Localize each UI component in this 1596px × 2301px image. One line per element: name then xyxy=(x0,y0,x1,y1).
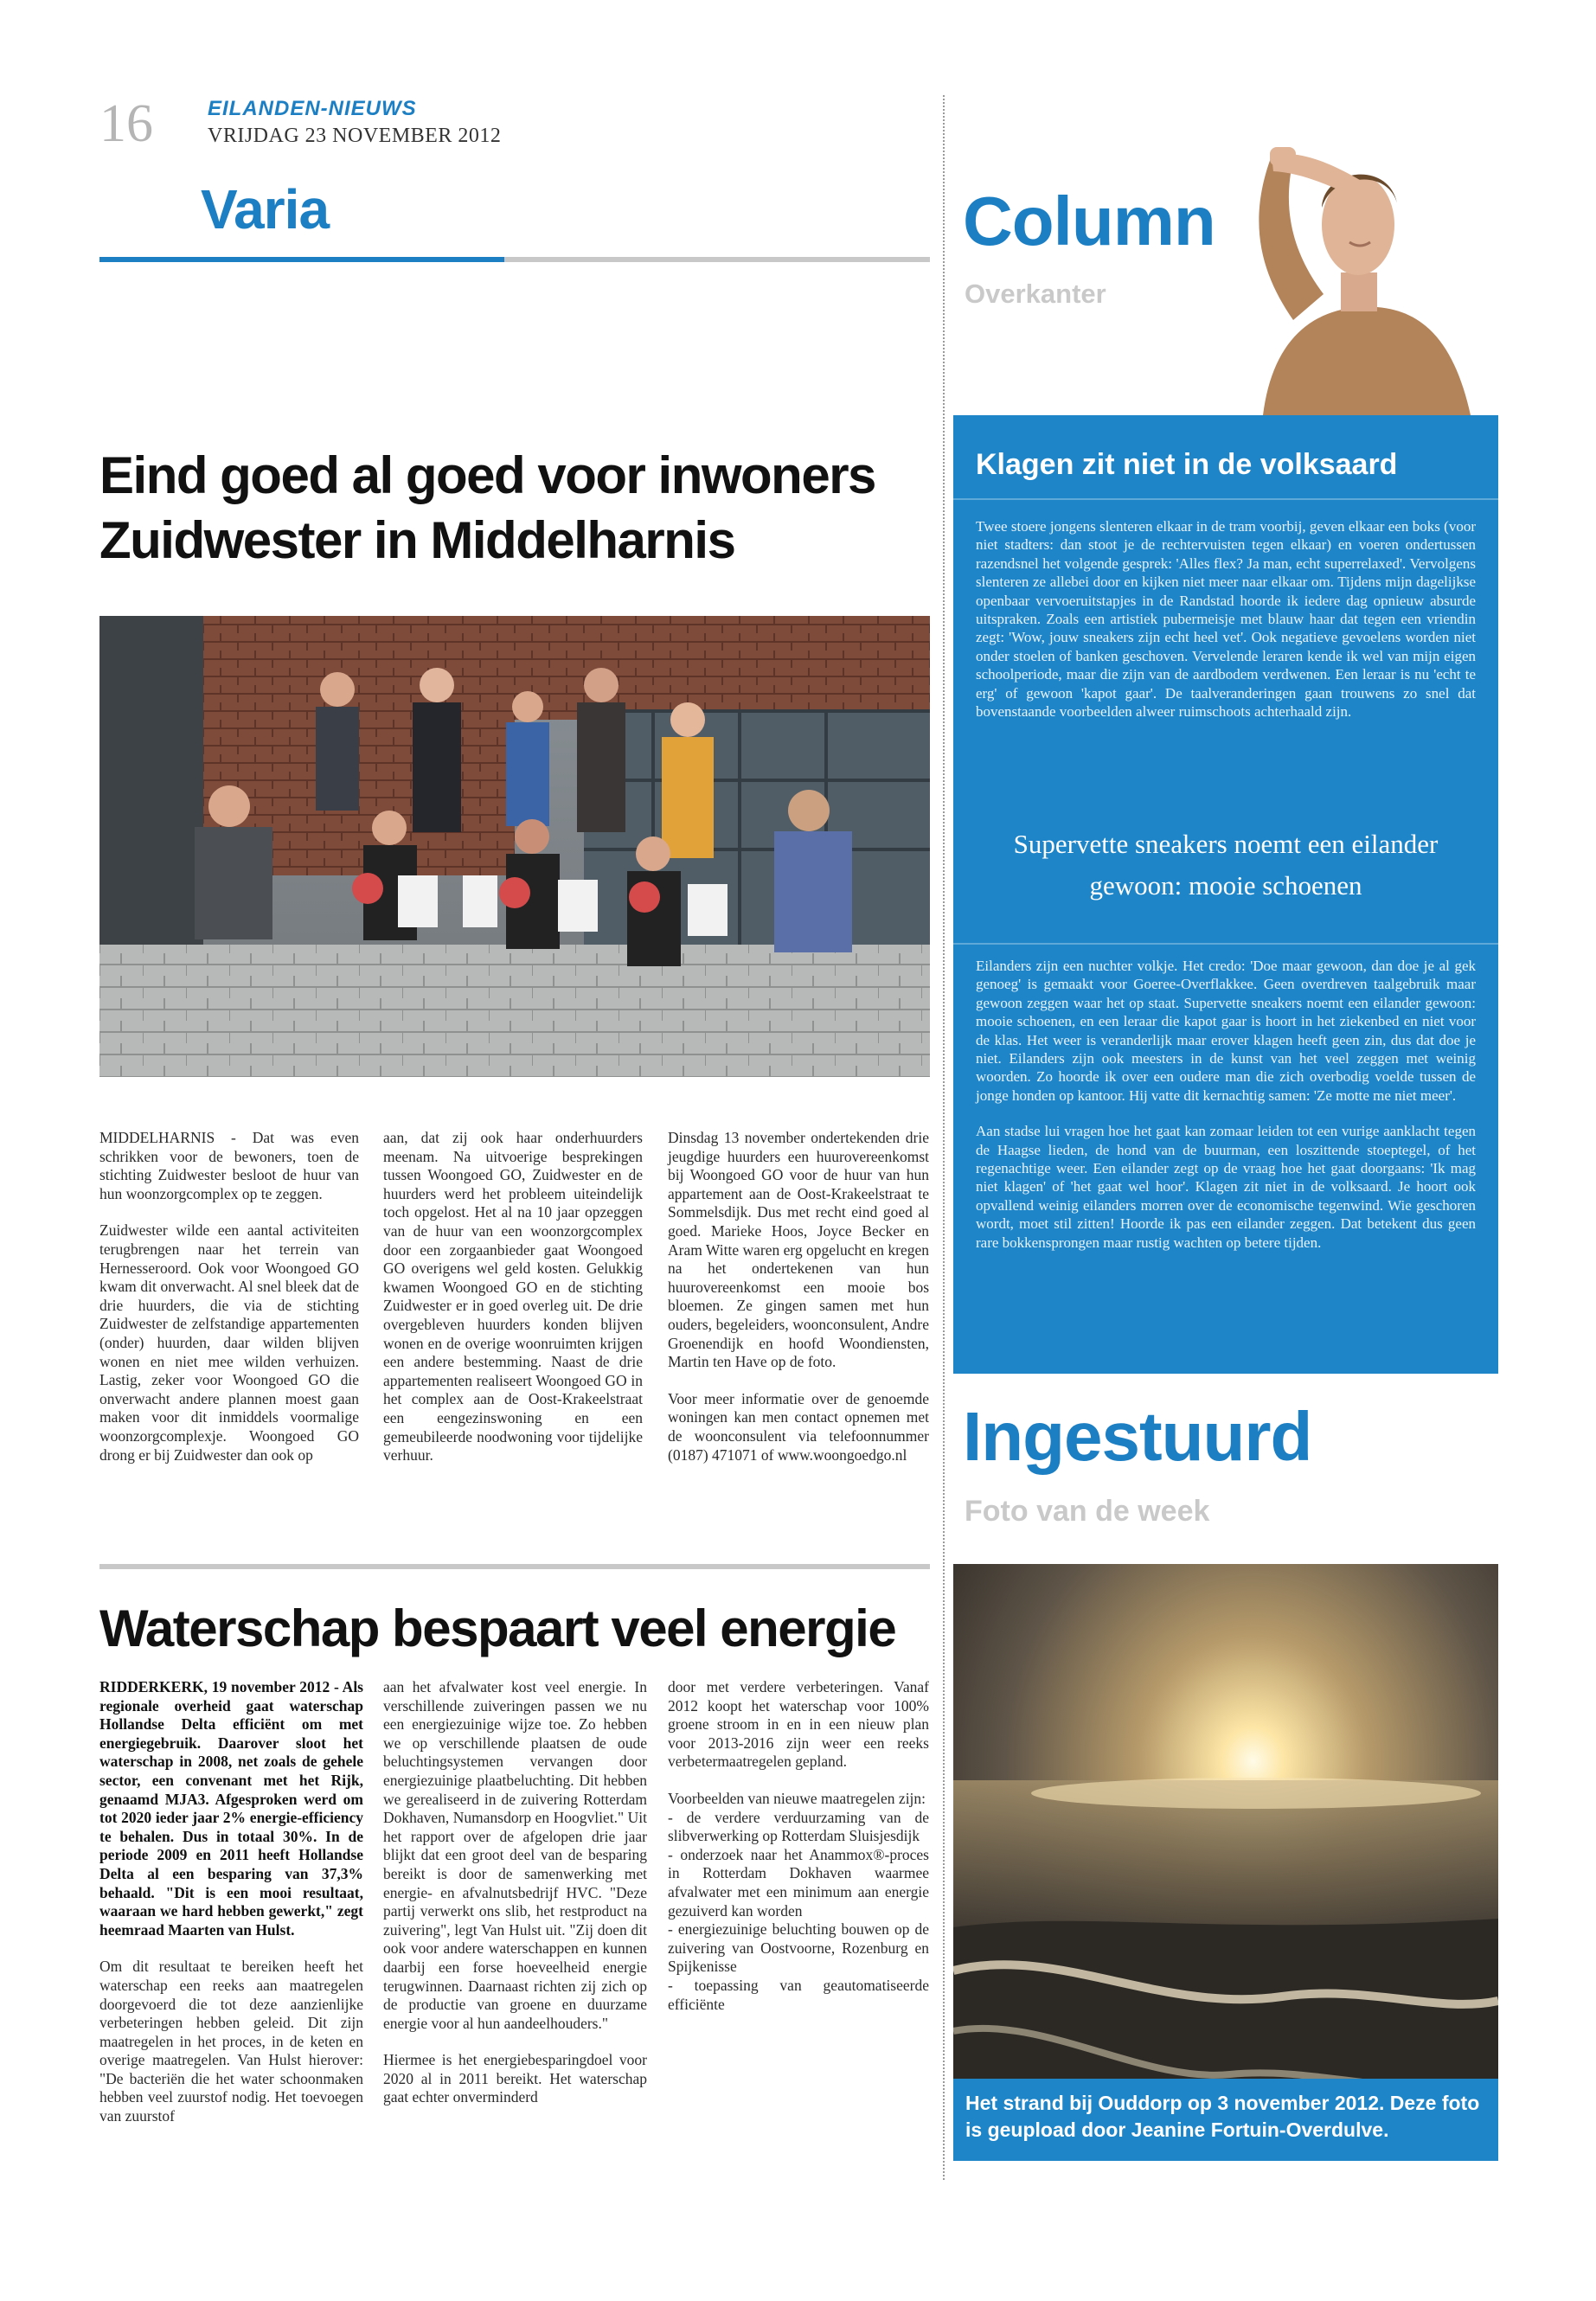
header-rule-accent xyxy=(99,257,504,262)
article-paragraph: aan het afvalwater kost veel energie. In verschillende zuiveringen passen we nu een energiezuinige wijze toe. Zo hebben we op verschillende plaatsen de oude beluchtingsystemen vervangen door energiezuinige plaatbeluchting. Dit hebben we gerealiseerd in de zuivering Rotterdam Dokhaven, Numansdorp en Hoogvliet." Uit het rapport over de afgelopen drie jaar blijkt dat een groot deel van de besparing bereikt is door de samenwerking met energie- en afvalnutsbedrijf HVC. "Deze partij verwerkt ons slib, het restproduct na zuivering", legt Van Hulst uit. "Zij doen dit ook voor andere waterschappen en kunnen daarbij een forse hoeveelheid energie terugwinnen. Daarnaast richten zij zich op de productie van groene en duurzame energie voor al hun aandeelhouders." xyxy=(383,1678,647,2032)
column-paragraph: Twee stoere jongens slenteren elkaar in de tram voorbij, geven elkaar een boks (voor niet stadters: dan stoot je de rechtervuisten tegen elkaar) en voeren ondertussen razendsnel het volgende gesprek: 'Alles flex? Ja man, echt superrelaxed'. Vervolgens slenteren ze allebei door en kijken niet meer naar elkaar om. Tijdens mijn dagelijkse openbaar vervoeruitstapjes in de Randstad hoorde ik iedere dag opnieuw absurde uitspraken. Zoals een artistiek pubermeisje met blauw haar dat tegen een vriendin zegt: 'Wow, jouw sneakers zijn echt heel vet'. Ook negatieve gevoelens worden niet onder stoelen of banken geschoven. Vervelende leraren kende ik wel van mijn eigen schoolperiode, maar die zijn van de aardbodem verdwenen. Een leraar is nu 'echt te erg' of gewoon 'kapot gaar'. De taalveranderingen gaan trouwens zo snel dat bovenstaande voorbeelden alweer ruimschoots achterhaald zijn. xyxy=(976,518,1476,721)
section-title-column: Column xyxy=(963,183,1215,260)
article-lead: RIDDERKERK, 19 november 2012 - Als regionale overheid gaat waterschap Hollandse Delta efficiënt om met energiegebruik. Daarover sloot het waterschap in 2008, net zoals de gehele sector, een convenant met het Rijk, genaamd MJA3. Afgesproken werd om tot 2020 ieder jaar 2% energie-efficiency te behalen. Dus in totaal 30%. In de periode 2009 en 2011 heeft Hollandse Delta al een besparing van 37,3% behaald. "Dit is een mooi resultaat, waaraan we hard hebben gewerkt," zegt heemraad Maarten van Hulst. xyxy=(99,1678,363,1939)
column-box-title: Klagen zit niet in de volksaard xyxy=(976,448,1398,481)
article-col-3 xyxy=(668,1129,929,1483)
issue-date: VRIJDAG 23 NOVEMBER 2012 xyxy=(208,125,502,147)
column-quote-rule xyxy=(953,943,1498,945)
column-box-rule xyxy=(953,498,1498,500)
column-divider xyxy=(943,95,945,2180)
article-paragraph: Om dit resultaat te bereiken heeft het waterschap een reeks aan maatregelen doorgevoerd die tot deze aanzienlijke verbeteringen hebben geleid. Dit zijn maatregelen in het proces, in de keten en overige maatregelen. Van Hulst hierover: "De bacteriën die het water schoonmaken hebben veel zuurstof nodig. Het toevoegen van zuurstof xyxy=(99,1958,363,2125)
section-title-varia: Varia xyxy=(201,178,330,240)
article-paragraph: Zuidwester wilde een aantal activiteiten terugbrengen naar het terrein van Hernesseroord. Ook voor Woongoed GO kwam dit onverwacht. Al snel bleek dat de drie huurders, die via de stichting Zuidwester de zelfstandige appartementen (onder) huurden, daar wilden blijven wonen en niet mee wilden verhuizen. Lastig, zeker voor Woongoed GO die onverwacht andere plannen moest gaan maken voor dit inmiddels voormalige woonzorgcomplexje. Woongoed GO drong er bij Zuidwester dan ook op xyxy=(99,1221,359,1464)
article-headline: Eind goed al goed voor inwoners Zuidwester in Middelharnis xyxy=(99,446,875,569)
column-box xyxy=(953,415,1498,1374)
article-rule xyxy=(99,1564,930,1569)
article-col-2 xyxy=(383,1129,643,1484)
column-paragraph: Eilanders zijn een nuchter volkje. Het credo: 'Doe maar gewoon, dan doe je al gek genoeg' is gemaakt voor Goeree-Overflakkee. Geen overdreven taalgebruik maar gewoon zeggen waar het op staat. Supervette sneakers noemt een eilander gewoon: mooie schoenen, en een leraar die kapot gaar is hoort in het ziekenbed en niet voor de klas. Het weer is veranderlijk maar erover klagen heeft geen zin, dus dat doe je niet. Eilanders zijn ook meesters in de kunst van het veel zeggen met weinig woorden. Zo hoorde ik over een oudere man die zich overbodig voelde tussen de jonge honden op kantoor. Hij vatte dit kernachtig samen: 'Ze motte me niet meer'. xyxy=(976,958,1476,1104)
article-col-3 xyxy=(668,1678,929,2032)
columnist-photo xyxy=(1211,121,1505,415)
article-paragraph: Voorbeelden van nieuwe maatregelen zijn: - de verdere verduurzaming van de slibverwerking op Rotterdam Sluisjesdijk - onderzoek naar het Anammox®-proces in Rotterdam Dokhaven waarmee afvalwater met een minimum aan energie gezuiverd kan worden - energiezuinige beluchting bouwen op de zuivering van Oostvoorne, Rozenburg en Spijkenisse - toepassing van geautomatiseerde efficiënte xyxy=(668,1789,929,2013)
article-headline: Waterschap bespaart veel energie xyxy=(99,1599,896,1657)
column-paragraph: Aan stadse lui vragen hoe het gaat kan zomaar leiden tot een vurige aanklacht tegen de Haagse lieden, de hond van de buurman, een loszittende stoeptegel, of het regenachtige weer. Een eilander zegt op de vraag hoe het gaat doorgaans: 'Ik mag niet klagen' of 'het gaat wel hoor'. Klagen zit niet in de volksaard. Je hoort ook opvallend weinig eilanders morren over de economische tegenwind. Wie geschoren wordt, moet stil zitten! Hoorde ik pas een eilander zeggen. Dat betekent dus geen rare bokkensprongen maar rustig wachten op betere tijden. xyxy=(976,1123,1476,1251)
photo-caption: Het strand bij Ouddorp op 3 november 2012. Deze foto is geupload door Jeanine Fortuin-Overdulve. xyxy=(965,2092,1480,2141)
masthead: EILANDEN-NIEUWS xyxy=(208,97,417,120)
column-intro xyxy=(976,517,1476,738)
article-paragraph: door met verdere verbeteringen. Vanaf 2012 koopt het waterschap voor 100% groene stroom in en in een nieuw plan voor 2013-2016 zijn weer een reeks verbetermaatregelen gepland. xyxy=(668,1678,929,1771)
article-paragraph: Dinsdag 13 november ondertekenden drie jeugdige huurders een huurovereenkomst bij Woongoed GO voor de huur van hun appartement aan de Oost-Krakeelstraat te Sommelsdijk. Dus met recht eind goed al goed. Marieke Hoos, Joyce Becker en Aram Witte waren erg opgelucht en kregen na het ondertekenen van hun huurovereenkomst een mooie bos bloemen. Ze gingen samen met hun ouders, begeleiders, woonconsulent, Andre Groenendijk en hoofd Woondiensten, Martin ten Have op de foto. xyxy=(668,1129,929,1371)
article-photo xyxy=(99,616,930,1077)
article-paragraph: Hiermee is het energiebesparingdoel voor 2020 al in 2011 bereikt. Het waterschap gaat echter onverminderd xyxy=(383,2051,647,2106)
column-subtitle: Overkanter xyxy=(965,279,1106,309)
ingestuurd-subtitle: Foto van de week xyxy=(965,1495,1210,1528)
page-number: 16 xyxy=(99,94,153,153)
section-title-ingestuurd: Ingestuurd xyxy=(963,1398,1312,1475)
article-col-2 xyxy=(383,1678,647,2125)
column-body xyxy=(976,957,1476,1269)
photo-of-the-week xyxy=(953,1564,1498,2161)
column-pull-quote: Supervette sneakers noemt een eilander gewoon: mooie schoenen xyxy=(1013,829,1439,901)
article-col-1 xyxy=(99,1678,363,2144)
article-col-1 xyxy=(99,1129,359,1483)
article-paragraph: aan, dat zij ook haar onderhuurders meenam. Na uitvoerige besprekingen tussen Woongoed GO, Zuidwester en de huurders werd het probleem uiteindelijk toch opgelost. Het al na 10 jaar opzeggen van de huur van een woonzorgcomplex door een zorgaanbieder gaat Woongoed GO overigens wel geld kosten. Gelukkig kwamen Woongoed GO en de stichting Zuidwester er in goed overleg uit. De drie overgebleven huurders konden blijven wonen en de overige woonruimten krijgen een andere bestemming. Naast de drie appartementen realiseert Woongoed GO in het complex aan de Oost-Krakeelstraat een eengezinswoning en een gemeubileerde noodwoning voor tijdelijke verhuur. xyxy=(383,1129,643,1465)
article-paragraph: Voor meer informatie over de genoemde woningen kan men contact opnemen met de woonconsulent via telefoonnummer (0187) 471071 of www.woongoedgo.nl xyxy=(668,1389,929,1464)
article-paragraph: MIDDELHARNIS - Dat was even schrikken voor de bewoners, toen de stichting Zuidwester besloot de huur van hun woonzorgcomplex op te zeggen. xyxy=(99,1129,359,1202)
